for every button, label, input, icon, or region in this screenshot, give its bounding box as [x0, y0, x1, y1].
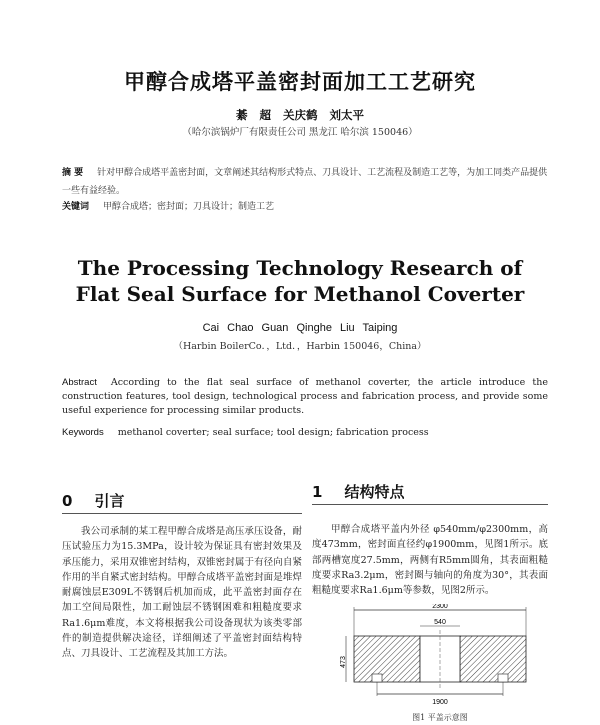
english-title	[0, 255, 600, 307]
chinese-abstract-label: 摘 要	[62, 168, 84, 178]
english-title-line2: Flat Seal Surface for Methanol Coverter	[75, 282, 525, 306]
chinese-keywords-label: 关键词	[62, 202, 90, 212]
english-abstract-text: According to the flat seal surface of methanol coverter, the article introduce the construction features, tool design, technological process and fabrication process, and provide some useful experience for processing similar products.	[62, 377, 548, 416]
dim-label-height: 473	[340, 656, 347, 668]
dim-label-top: 2300	[432, 604, 448, 610]
section-0-number: 0	[62, 492, 73, 510]
chinese-authors: 綦 超 关庆鹤 刘太平	[235, 108, 364, 122]
figure-1-flat-cover-diagram	[340, 604, 540, 710]
chinese-keywords	[62, 199, 548, 212]
section-0-title: 引言	[94, 492, 125, 510]
english-keywords-text: methanol coverter; seal surface; tool design; fabrication process	[117, 427, 429, 438]
section-1-title: 结构特点	[344, 483, 405, 501]
seal-groove-left	[372, 674, 382, 682]
section-1-rule	[312, 504, 548, 505]
english-keywords-label: Keywords	[62, 427, 104, 438]
section-1-number: 1	[312, 483, 323, 501]
english-keywords	[62, 427, 548, 438]
section-1-body: 甲醇合成塔平盖内外径 φ540mm/φ2300mm，高度473mm，密封面直径约φ1900mm，见图1所示。底部两槽宽度27.5mm，两侧有R5mm圆角，其表面粗糙度要求Ra3.2μm，密封圈与轴向的角度为30°，其表面粗糙度要求Ra1.6μm等参数，见图2所示。	[312, 524, 548, 597]
section-1-heading	[312, 481, 404, 502]
english-authors: Cai Chao Guan Qinghe Liu Taiping	[202, 322, 398, 334]
seal-groove-right	[498, 674, 508, 682]
english-affiliation: （Harbin BoilerCo．，Ltd．，Harbin 150046，China）	[173, 341, 427, 352]
chinese-abstract	[62, 164, 548, 200]
dim-label-bottom: 1900	[432, 699, 448, 706]
english-title-line1: The Processing Technology Research of	[77, 256, 523, 280]
chinese-title: 甲醇合成塔平盖密封面加工工艺研究	[124, 70, 476, 94]
chinese-abstract-text: 针对甲醇合成塔平盖密封面，文章阐述其结构形式特点、刀具设计、工艺流程及制造工艺等，为加工同类产品提供一些有益经验。	[62, 168, 548, 196]
dim-label-inner: 540	[434, 619, 446, 626]
section-0-body: 我公司承制的某工程甲醇合成塔是高压承压设备，耐压试验压力为15.3MPa，设计较为保证具有密封效果及承压能力，采用双锥密封结构，双锥密封属于有径向自紧作用的半自紧式密封结构。甲醇合成塔平盖密封面是堆焊耐腐蚀层E309L不锈钢后机加而成，此平盖密封面存在加工空间局限性，加工耐蚀层不锈钢困难和粗糙度要求Ra1.6μm难度，本文将根据我公司设备现状为该类零部件的制造提供解决途径，详细阐述了平盖密封面结构特点、刀具设计、工艺流程及其加工方法。	[62, 526, 302, 660]
cover-body-left	[354, 636, 420, 682]
english-abstract	[62, 376, 548, 418]
chinese-keywords-text: 甲醇合成塔；密封面；刀具设计；制造工艺	[103, 202, 275, 212]
section-0-rule	[62, 513, 302, 514]
cover-body-right	[460, 636, 526, 682]
figure-1-caption: 图1 平盖示意图	[412, 713, 468, 722]
chinese-affiliation: （哈尔滨锅炉厂有限责任公司 黑龙江 哈尔滨 150046）	[182, 127, 418, 138]
english-abstract-label: Abstract	[62, 377, 97, 388]
section-0-heading	[62, 490, 124, 511]
